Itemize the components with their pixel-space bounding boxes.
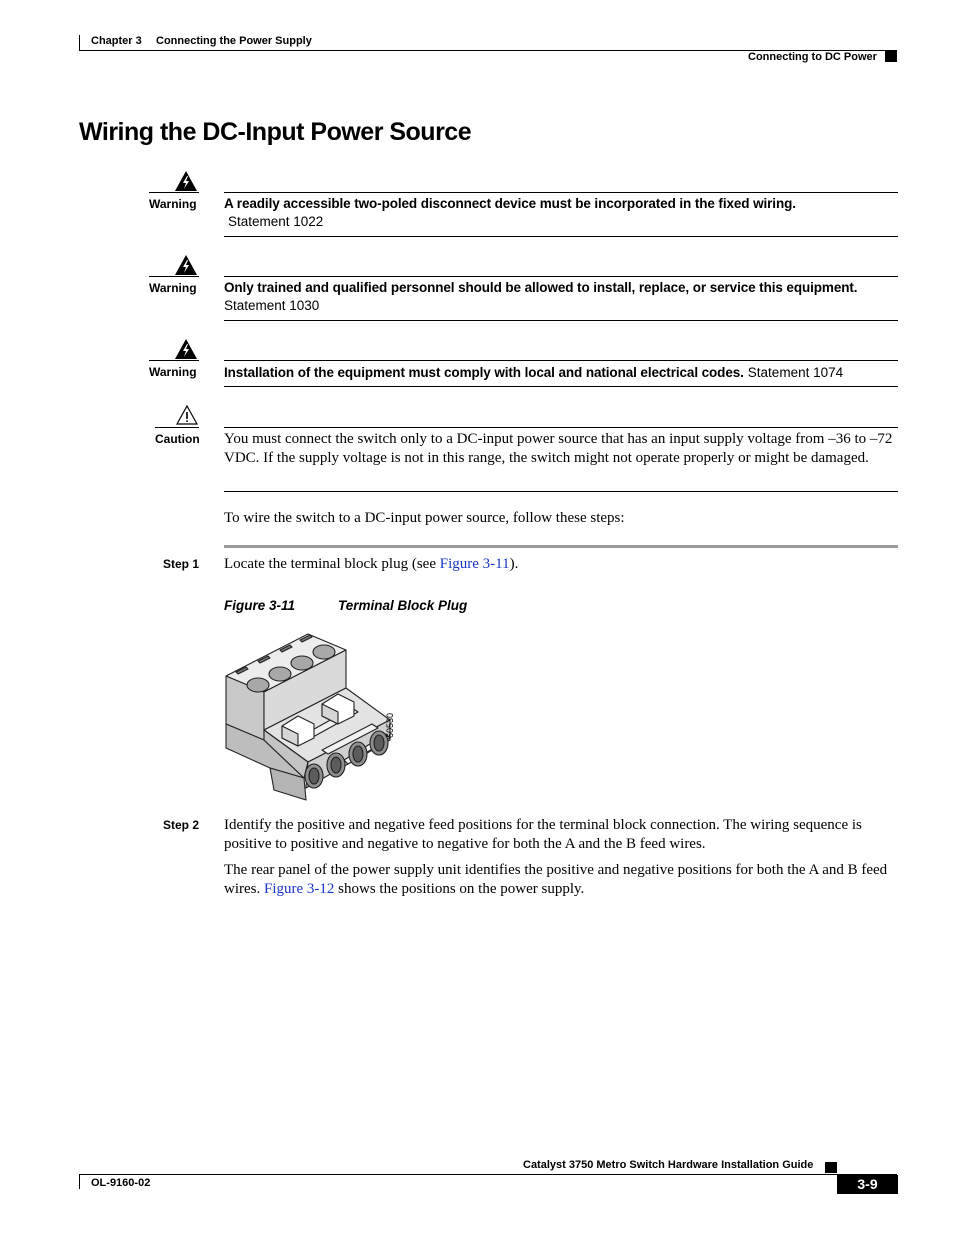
warning-label: Warning (149, 281, 197, 295)
step2-label: Step 2 (163, 818, 200, 832)
warning-icon (174, 254, 198, 276)
footer-black-block (825, 1162, 837, 1173)
footer-guide-title: Catalyst 3750 Metro Switch Hardware Installation Guide (523, 1159, 814, 1171)
caution-bottom-rule (224, 491, 898, 492)
warning-icon-rule (149, 192, 199, 193)
intro-paragraph: To wire the switch to a DC-input power source, follow these steps: (224, 510, 625, 526)
footer-page-number: 3-9 (857, 1176, 878, 1192)
warning-bottom-rule (224, 386, 898, 387)
warning-top-rule (224, 192, 898, 193)
step2-para2-after: shows the positions on the power supply. (334, 880, 585, 897)
warning-icon (174, 170, 198, 192)
warning-bottom-rule (224, 320, 898, 321)
header-chapter-title: Connecting the Power Supply (156, 35, 312, 47)
warning-statement: Statement 1022 (228, 214, 324, 229)
step1-text (224, 555, 518, 574)
caution-icon (176, 405, 198, 425)
warning-text: Installation of the equipment must comply with local and national electrical codes. (224, 365, 744, 380)
footer-left-tick (79, 1174, 80, 1189)
caution-label: Caution (155, 432, 200, 446)
figure-3-11-link[interactable]: Figure 3-11 (439, 556, 510, 572)
caution-text: You must connect the switch only to a DC-input power source that has an input supply voltage from –36 to –72 VDC. If the supply voltage is not in this range, the switch might not operate properly or might be damaged. (224, 431, 893, 466)
figure-art-id: 60530 (385, 712, 395, 738)
warning-icon (174, 338, 198, 360)
step1-text-before: Locate the terminal block plug (see (224, 556, 440, 572)
step2-paragraph-2 (224, 861, 900, 898)
step2-para2-before: The rear panel of the power supply unit identifies the positive and negative positions for both the A and B feed wires. (224, 862, 888, 897)
warning-top-rule (224, 276, 898, 277)
footer-doc-number: OL-9160-02 (91, 1177, 151, 1189)
header-section: Connecting to DC Power (748, 51, 877, 63)
warning-statement: Statement 1030 (224, 298, 320, 313)
warning-bottom-rule (224, 236, 898, 237)
warning-text: A readily accessible two-poled disconnect device must be incorporated in the fixed wiring. (224, 196, 796, 211)
warning-label: Warning (149, 365, 197, 379)
procedure-rule (224, 545, 898, 548)
header-black-block (885, 51, 897, 62)
terminal-block-plug-illustration (218, 628, 408, 806)
warning-top-rule (224, 360, 898, 361)
warning-icon-rule (149, 360, 199, 361)
warning-text: Only trained and qualified personnel should be allowed to install, replace, or service this equipment. (224, 280, 858, 295)
step1-label: Step 1 (163, 557, 200, 571)
page-title: Wiring the DC-Input Power Source (79, 118, 472, 146)
figure-title: Terminal Block Plug (338, 598, 468, 613)
warning-statement: Statement 1074 (747, 365, 844, 380)
header-chapter: Chapter 3 (91, 35, 142, 47)
step1-text-after: ). (509, 556, 519, 572)
figure-number: Figure 3-11 (224, 598, 296, 613)
caution-top-rule (224, 427, 898, 428)
warning-label: Warning (149, 197, 197, 211)
figure-3-12-link[interactable]: Figure 3-12 (264, 880, 335, 897)
warning-line (224, 364, 843, 382)
step2-paragraph-1: Identify the positive and negative feed positions for the terminal block connection. The wiring sequence is positive to positive and negative to negative for both the A and the B feed wires. (224, 817, 862, 852)
footer-rule (79, 1174, 897, 1175)
warning-icon-rule (149, 276, 199, 277)
header-left-tick (79, 35, 80, 50)
caution-icon-rule (155, 427, 199, 428)
